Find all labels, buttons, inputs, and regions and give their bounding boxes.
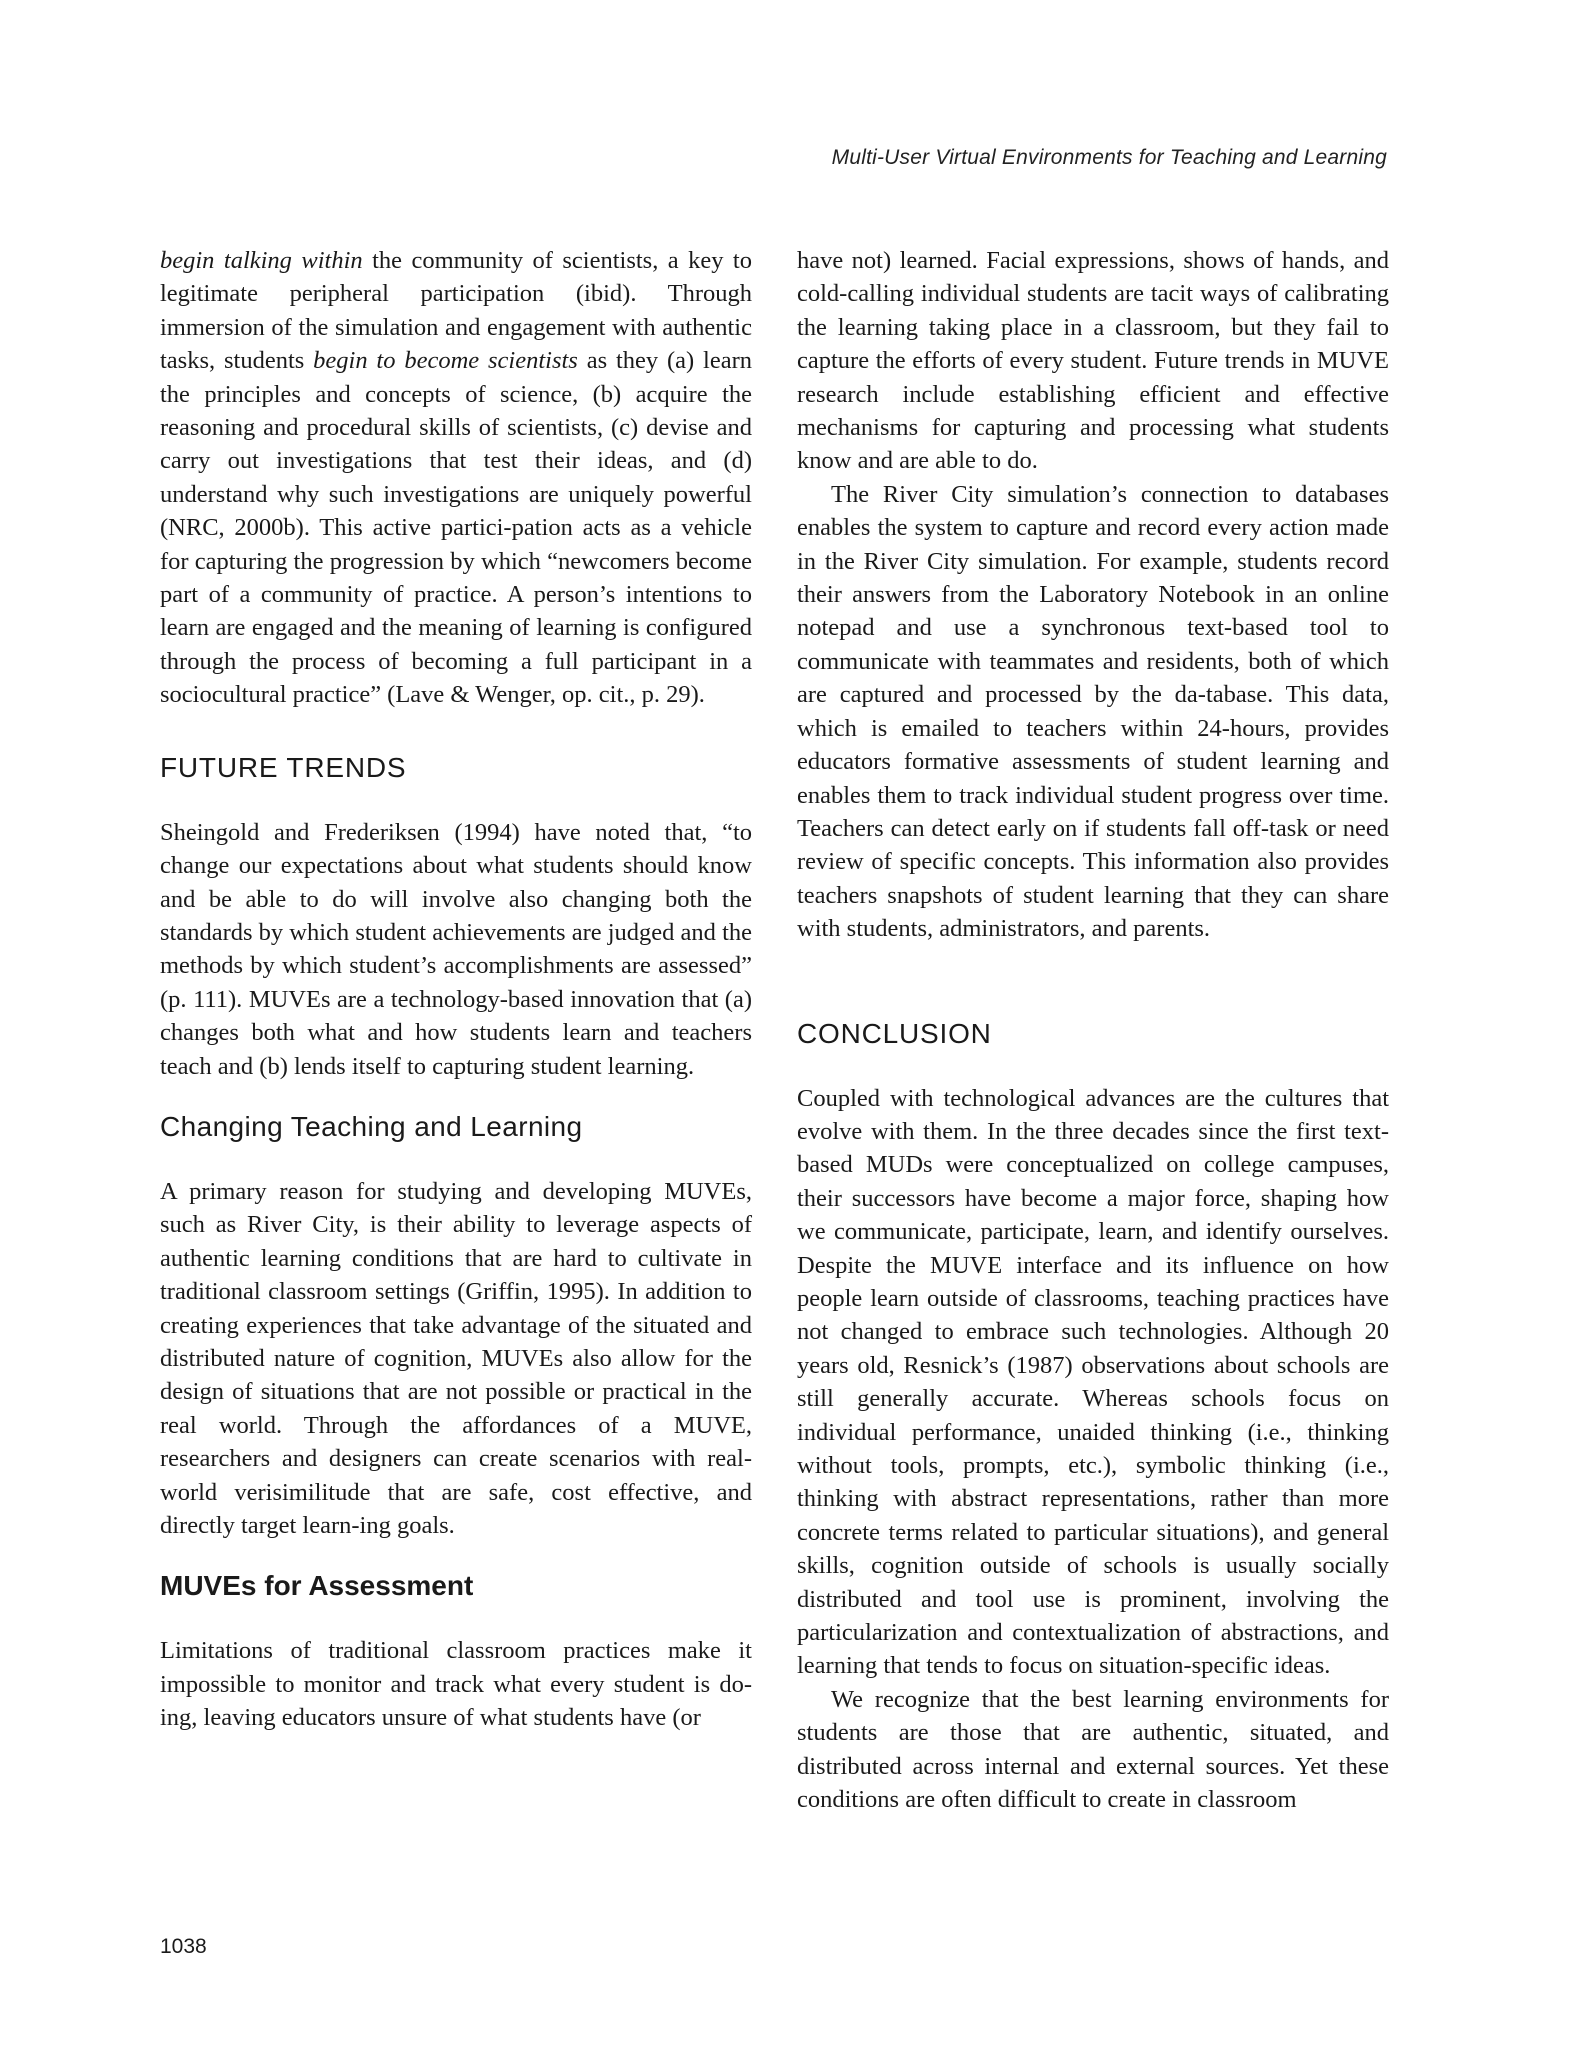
- left-column: [160, 244, 752, 1735]
- heading-muves-assessment: MUVEs for Assessment: [160, 1570, 474, 1602]
- italic-phrase-begin-to-become: begin to become scientists: [313, 347, 578, 375]
- heading-changing-teaching: Changing Teaching and Learning: [160, 1110, 583, 1142]
- running-header: Multi-User Virtual Environments for Teaching and Learning: [831, 146, 1387, 169]
- right-paragraph-2: The River City simulation’s connection to databases enables the system to capture and record every action made in the River City simulation. For example, students record their answers from the Laboratory Notebook in an online notepad and use a synchronous text-based tool to communicate with teammates and residents, both of which are captured and processed by the da-tabase. This data, which is emailed to teachers within 24-hours, provides educators formative assessments of student learning and enables them to track individual student progress over time. Teachers can detect early on if students fall off-task or need review of specific concepts. This information also provides teachers snapshots of student learning that they can share with students, administrators, and parents.: [797, 480, 1389, 943]
- heading-conclusion: CONCLUSION: [797, 1017, 992, 1049]
- left-paragraph-3: A primary reason for studying and developing MUVEs, such as River City, is their ability to leverage aspects of authentic learning conditions that are hard to cultivate in traditional classroom settings (Griffin, 1995). In addition to creating experiences that take advantage of the situated and distributed nature of cognition, MUVEs also allow for the design of situations that are not possible or practical in the real world. Through the affordances of a MUVE, researchers and designers can create scenarios with real-world verisimilitude that are safe, cost effective, and directly target learn-ing goals.: [160, 1177, 752, 1539]
- heading-future-trends: FUTURE TRENDS: [160, 751, 407, 783]
- right-paragraph-1: have not) learned. Facial expressions, shows of hands, and cold-calling individual students are tacit ways of calibrating the learning taking place in a classroom, but they fail to capture the efforts of every student. Future trends in MUVE research include establishing efficient and effective mechanisms for capturing and processing what students know and are able to do.: [797, 247, 1389, 475]
- right-column: [797, 244, 1389, 1816]
- page-number: 1038: [160, 1935, 207, 1958]
- left-paragraph-4: Limitations of traditional classroom practices make it impossible to monitor and track what every student is do-ing, leaving educators unsure of what students have (or: [160, 1637, 752, 1732]
- right-paragraph-4: We recognize that the best learning environments for students are those that are authentic, situated, and distributed across internal and external sources. Yet these conditions are often difficult to create in classroom: [797, 1685, 1389, 1814]
- right-paragraph-3: Coupled with technological advances are the cultures that evolve with them. In the three decades since the first text-based MUDs were conceptualized on college campuses, their successors have become a major force, shaping how we communicate, participate, learn, and identify ourselves. Despite the MUVE interface and its influence on how people learn outside of classrooms, teaching practices have not changed to embrace such technologies. Although 20 years old, Resnick’s (1987) observations about schools are still generally accurate. Whereas schools focus on individual performance, unaided thinking (i.e., thinking without tools, prompts, etc.), symbolic thinking (i.e., thinking with abstract representations, rather than more concrete terms related to particular situations), and general skills, cognition outside of schools is usually socially distributed and tool use is prominent, involving the particularization and contextualization of abstractions, and learning that tends to focus on situation-specific ideas.: [797, 1084, 1389, 1680]
- left-paragraph-1: begin talking within the community of scientists, a key to legitimate peripheral participation (ibid). Through immersion of the simulation and engagement with authentic tasks, students begin to become scientists as they (a) learn the principles and concepts of science, (b) acquire the reasoning and procedural skills of scientists, (c) devise and carry out investigations that test their ideas, and (d) understand why such investigations are uniquely powerful (NRC, 2000b). This active partici-pation acts as a vehicle for capturing the progression by which “newcomers become part of a community of practice. A person’s intentions to learn are engaged and the meaning of learning is configured through the process of becoming a full participant in a sociocultural practice” (Lave & Wenger, op. cit., p. 29).: [160, 247, 752, 709]
- italic-phrase-begin-talking: begin talking within: [160, 247, 363, 274]
- left-paragraph-2: Sheingold and Frederiksen (1994) have noted that, “to change our expectations about what students should know and be able to do will involve also changing both the standards by which student achievements are judged and the methods by which student’s accomplishments are assessed” (p. 111). MUVEs are a technology-based innovation that (a) changes both what and how students learn and teachers teach and (b) lends itself to capturing student learning.: [160, 818, 752, 1080]
